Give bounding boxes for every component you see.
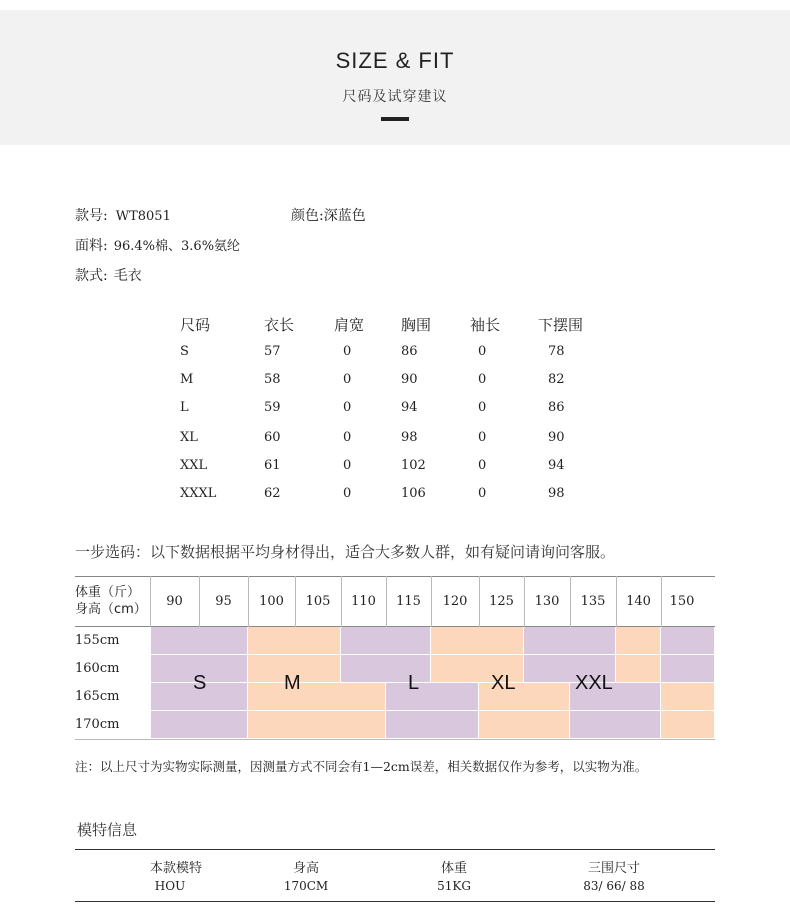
weight-col: 125 [489, 594, 514, 609]
size-zone-s [151, 627, 248, 655]
height-row-label: 170cm [75, 717, 120, 732]
size-zone-xxxl [661, 683, 715, 711]
table-cell: 0 [343, 372, 352, 387]
table-cell: 0 [478, 344, 487, 359]
table-cell: 0 [478, 372, 487, 387]
table-cell: L [180, 400, 189, 415]
size-zone-4xl [661, 655, 715, 683]
length-header: 衣长 [264, 316, 295, 334]
color-row [291, 205, 366, 225]
weight-col: 110 [351, 594, 376, 609]
sleeve-header: 袖长 [470, 316, 501, 334]
table-cell: 94 [548, 458, 565, 473]
style-number-row [75, 205, 171, 225]
size-label-xl: XL [491, 672, 516, 694]
page-title: SIZE & FIT [335, 48, 455, 73]
table-cell: M [180, 372, 194, 387]
table-cell: XXL [180, 458, 208, 473]
table-cell: XL [180, 430, 198, 445]
model-height-header: 身高 [292, 861, 319, 876]
size-zone-xxxl [616, 655, 661, 683]
type-label: 款式: [75, 268, 108, 284]
fabric-label: 面料: [75, 238, 108, 254]
model-info-title: 模特信息 [77, 821, 138, 839]
weight-axis-label: 体重（斤） [75, 585, 141, 600]
table-cell: 102 [401, 458, 426, 473]
height-row-label: 160cm [75, 661, 120, 676]
size-label-s: S [193, 672, 207, 694]
table-cell: 0 [343, 400, 352, 415]
page-subtitle: 尺码及试穿建议 [342, 89, 448, 105]
model-table-top-line [75, 849, 715, 850]
table-cell: 60 [264, 430, 281, 445]
table-cell: 106 [401, 486, 426, 501]
weight-col: 140 [626, 594, 651, 609]
size-label-xxl: XXL [575, 672, 613, 694]
size-guide-intro: 一步选码：以下数据根据平均身材得出，适合大多数人群，如有疑问请询问客服。 [75, 543, 616, 561]
size-header: 尺码 [180, 316, 211, 334]
table-cell: 0 [478, 430, 487, 445]
table-cell: 90 [548, 430, 565, 445]
size-zone-s [151, 711, 248, 739]
model-weight-value: 51KG [437, 879, 471, 893]
table-cell: 98 [401, 430, 418, 445]
type-row [75, 265, 142, 285]
measurement-note: 注：以上尺寸为实物实际测量，因测量方式不同会有1—2cm误差，相关数据仅作为参考，以实物为准。 [75, 759, 648, 774]
size-zone-m [248, 711, 386, 739]
size-zone-l [341, 627, 431, 655]
table-cell: 98 [548, 486, 565, 501]
table-cell: 82 [548, 372, 565, 387]
shoulder-header: 肩宽 [334, 316, 365, 334]
chest-header: 胸围 [401, 316, 432, 334]
model-weight-header: 体重 [440, 861, 467, 876]
table-cell: 86 [548, 400, 565, 415]
table-cell: 62 [264, 486, 281, 501]
table-cell: 0 [478, 486, 487, 501]
grid-bottom-line [75, 739, 715, 740]
table-cell: S [180, 344, 189, 359]
weight-col: 115 [396, 594, 421, 609]
type-value: 毛衣 [113, 268, 142, 284]
hem-header: 下摆围 [538, 316, 584, 334]
weight-col: 150 [669, 594, 695, 609]
size-zone-l [386, 683, 479, 711]
size-zone-xxl [524, 627, 616, 655]
size-zone-4xl [661, 627, 715, 655]
size-zone-m [248, 627, 341, 655]
height-row-label: 165cm [75, 689, 120, 704]
size-recommendation-grid [75, 576, 715, 740]
model-measurements-header: 三围尺寸 [587, 861, 640, 876]
table-cell: 57 [264, 344, 281, 359]
table-cell: 0 [343, 344, 352, 359]
weight-col: 120 [442, 594, 468, 609]
table-cell: 0 [343, 486, 352, 501]
color-label: 颜色: [291, 208, 324, 224]
table-cell: 0 [343, 458, 352, 473]
table-cell: 59 [264, 400, 281, 415]
fabric-row [75, 235, 240, 255]
table-cell: 86 [401, 344, 418, 359]
title-underline [381, 117, 409, 121]
table-cell: 0 [478, 458, 487, 473]
size-zone-xxxl [616, 627, 661, 655]
weight-height-corner [75, 584, 147, 618]
size-label-m: M [284, 672, 301, 694]
size-label-l: L [408, 672, 420, 694]
size-zone-l [386, 711, 479, 739]
table-cell: 61 [264, 458, 281, 473]
height-axis-label: 身高（cm） [75, 602, 147, 617]
fabric-value: 96.4%棉、3.6%氨纶 [113, 239, 241, 254]
table-cell: 94 [401, 400, 418, 415]
color-value: 深蓝色 [323, 208, 366, 224]
table-cell: 0 [343, 430, 352, 445]
model-height-value: 170CM [283, 879, 329, 893]
weight-col: 100 [259, 594, 284, 609]
weight-col: 90 [166, 594, 183, 609]
size-zone-xl [431, 627, 524, 655]
weight-col: 95 [215, 594, 232, 609]
weight-col: 130 [534, 594, 560, 609]
model-name-value: HOU [154, 879, 186, 893]
model-measurements-value: 83/ 66/ 88 [583, 879, 645, 893]
weight-col: 135 [580, 594, 606, 609]
table-cell: 0 [478, 400, 487, 415]
height-row-label: 155cm [75, 633, 120, 648]
table-cell: 78 [548, 344, 565, 359]
size-fit-banner [0, 10, 790, 145]
style-number-label: 款号: [75, 208, 108, 224]
size-zone-m [248, 683, 386, 711]
size-zone-xl [479, 711, 570, 739]
model-name-header: 本款模特 [149, 861, 202, 876]
model-table-bottom-line [75, 901, 715, 902]
size-zone-xxxl [661, 711, 715, 739]
size-zone-xxl [570, 711, 661, 739]
style-number-value: WT8051 [115, 209, 171, 224]
table-cell: 58 [264, 372, 281, 387]
table-cell: 90 [401, 372, 418, 387]
table-cell: XXXL [180, 486, 217, 501]
weight-col: 105 [305, 594, 331, 609]
